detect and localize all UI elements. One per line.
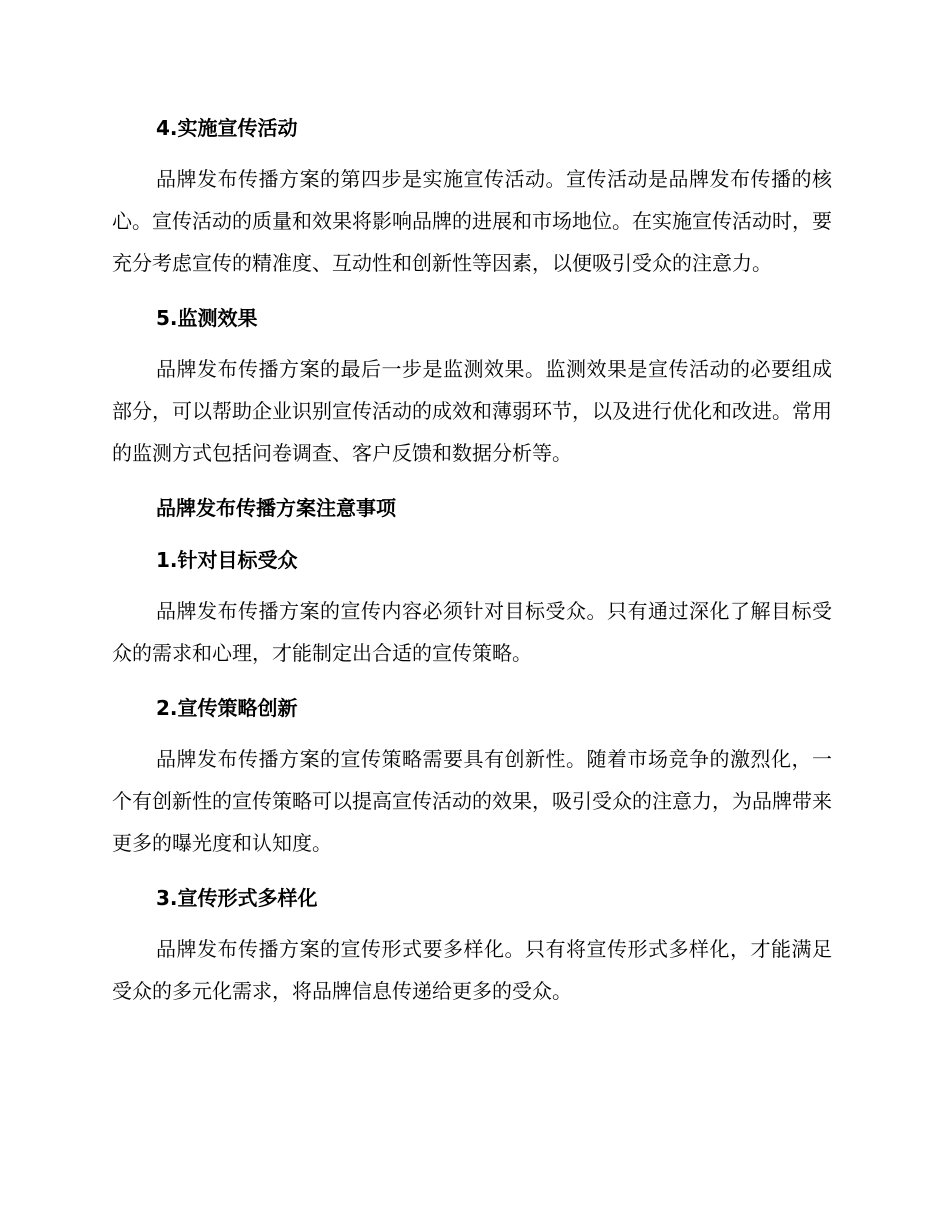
- section-paragraph-implement-campaign: 品牌发布传播方案的第四步是实施宣传活动。宣传活动是品牌发布传播的核心。宣传活动的质量和效果将影响品牌的进展和市场地位。在实施宣传活动时，要充分考虑宣传的精准度、互动性和创新性等因素，以便吸引受众的注意力。: [112, 167, 832, 275]
- section-heading-monitor-effect: 5.监测效果: [156, 306, 258, 330]
- document-body: [112, 110, 832, 1012]
- section-paragraph-diverse-forms: 品牌发布传播方案的宣传形式要多样化。只有将宣传形式多样化，才能满足受众的多元化需求，将品牌信息传递给更多的受众。: [112, 937, 832, 1003]
- section-heading-implement-campaign: 4.实施宣传活动: [156, 116, 298, 140]
- section-heading-notes: 品牌发布传播方案注意事项: [156, 496, 396, 520]
- section-heading-diverse-forms: 3.宣传形式多样化: [156, 886, 318, 910]
- section-heading-target-audience: 1.针对目标受众: [156, 548, 298, 572]
- section-paragraph-target-audience: 品牌发布传播方案的宣传内容必须针对目标受众。只有通过深化了解目标受众的需求和心理，才能制定出合适的宣传策略。: [112, 599, 832, 665]
- section-paragraph-monitor-effect: 品牌发布传播方案的最后一步是监测效果。监测效果是宣传活动的必要组成部分，可以帮助企业识别宣传活动的成效和薄弱环节，以及进行优化和改进。常用的监测方式包括问卷调查、客户反馈和数据分析等。: [112, 357, 832, 465]
- section-paragraph-strategy-innovation: 品牌发布传播方案的宣传策略需要具有创新性。随着市场竞争的激烈化，一个有创新性的宣传策略可以提高宣传活动的效果，吸引受众的注意力，为品牌带来更多的曝光度和认知度。: [112, 747, 832, 855]
- section-heading-strategy-innovation: 2.宣传策略创新: [156, 696, 298, 720]
